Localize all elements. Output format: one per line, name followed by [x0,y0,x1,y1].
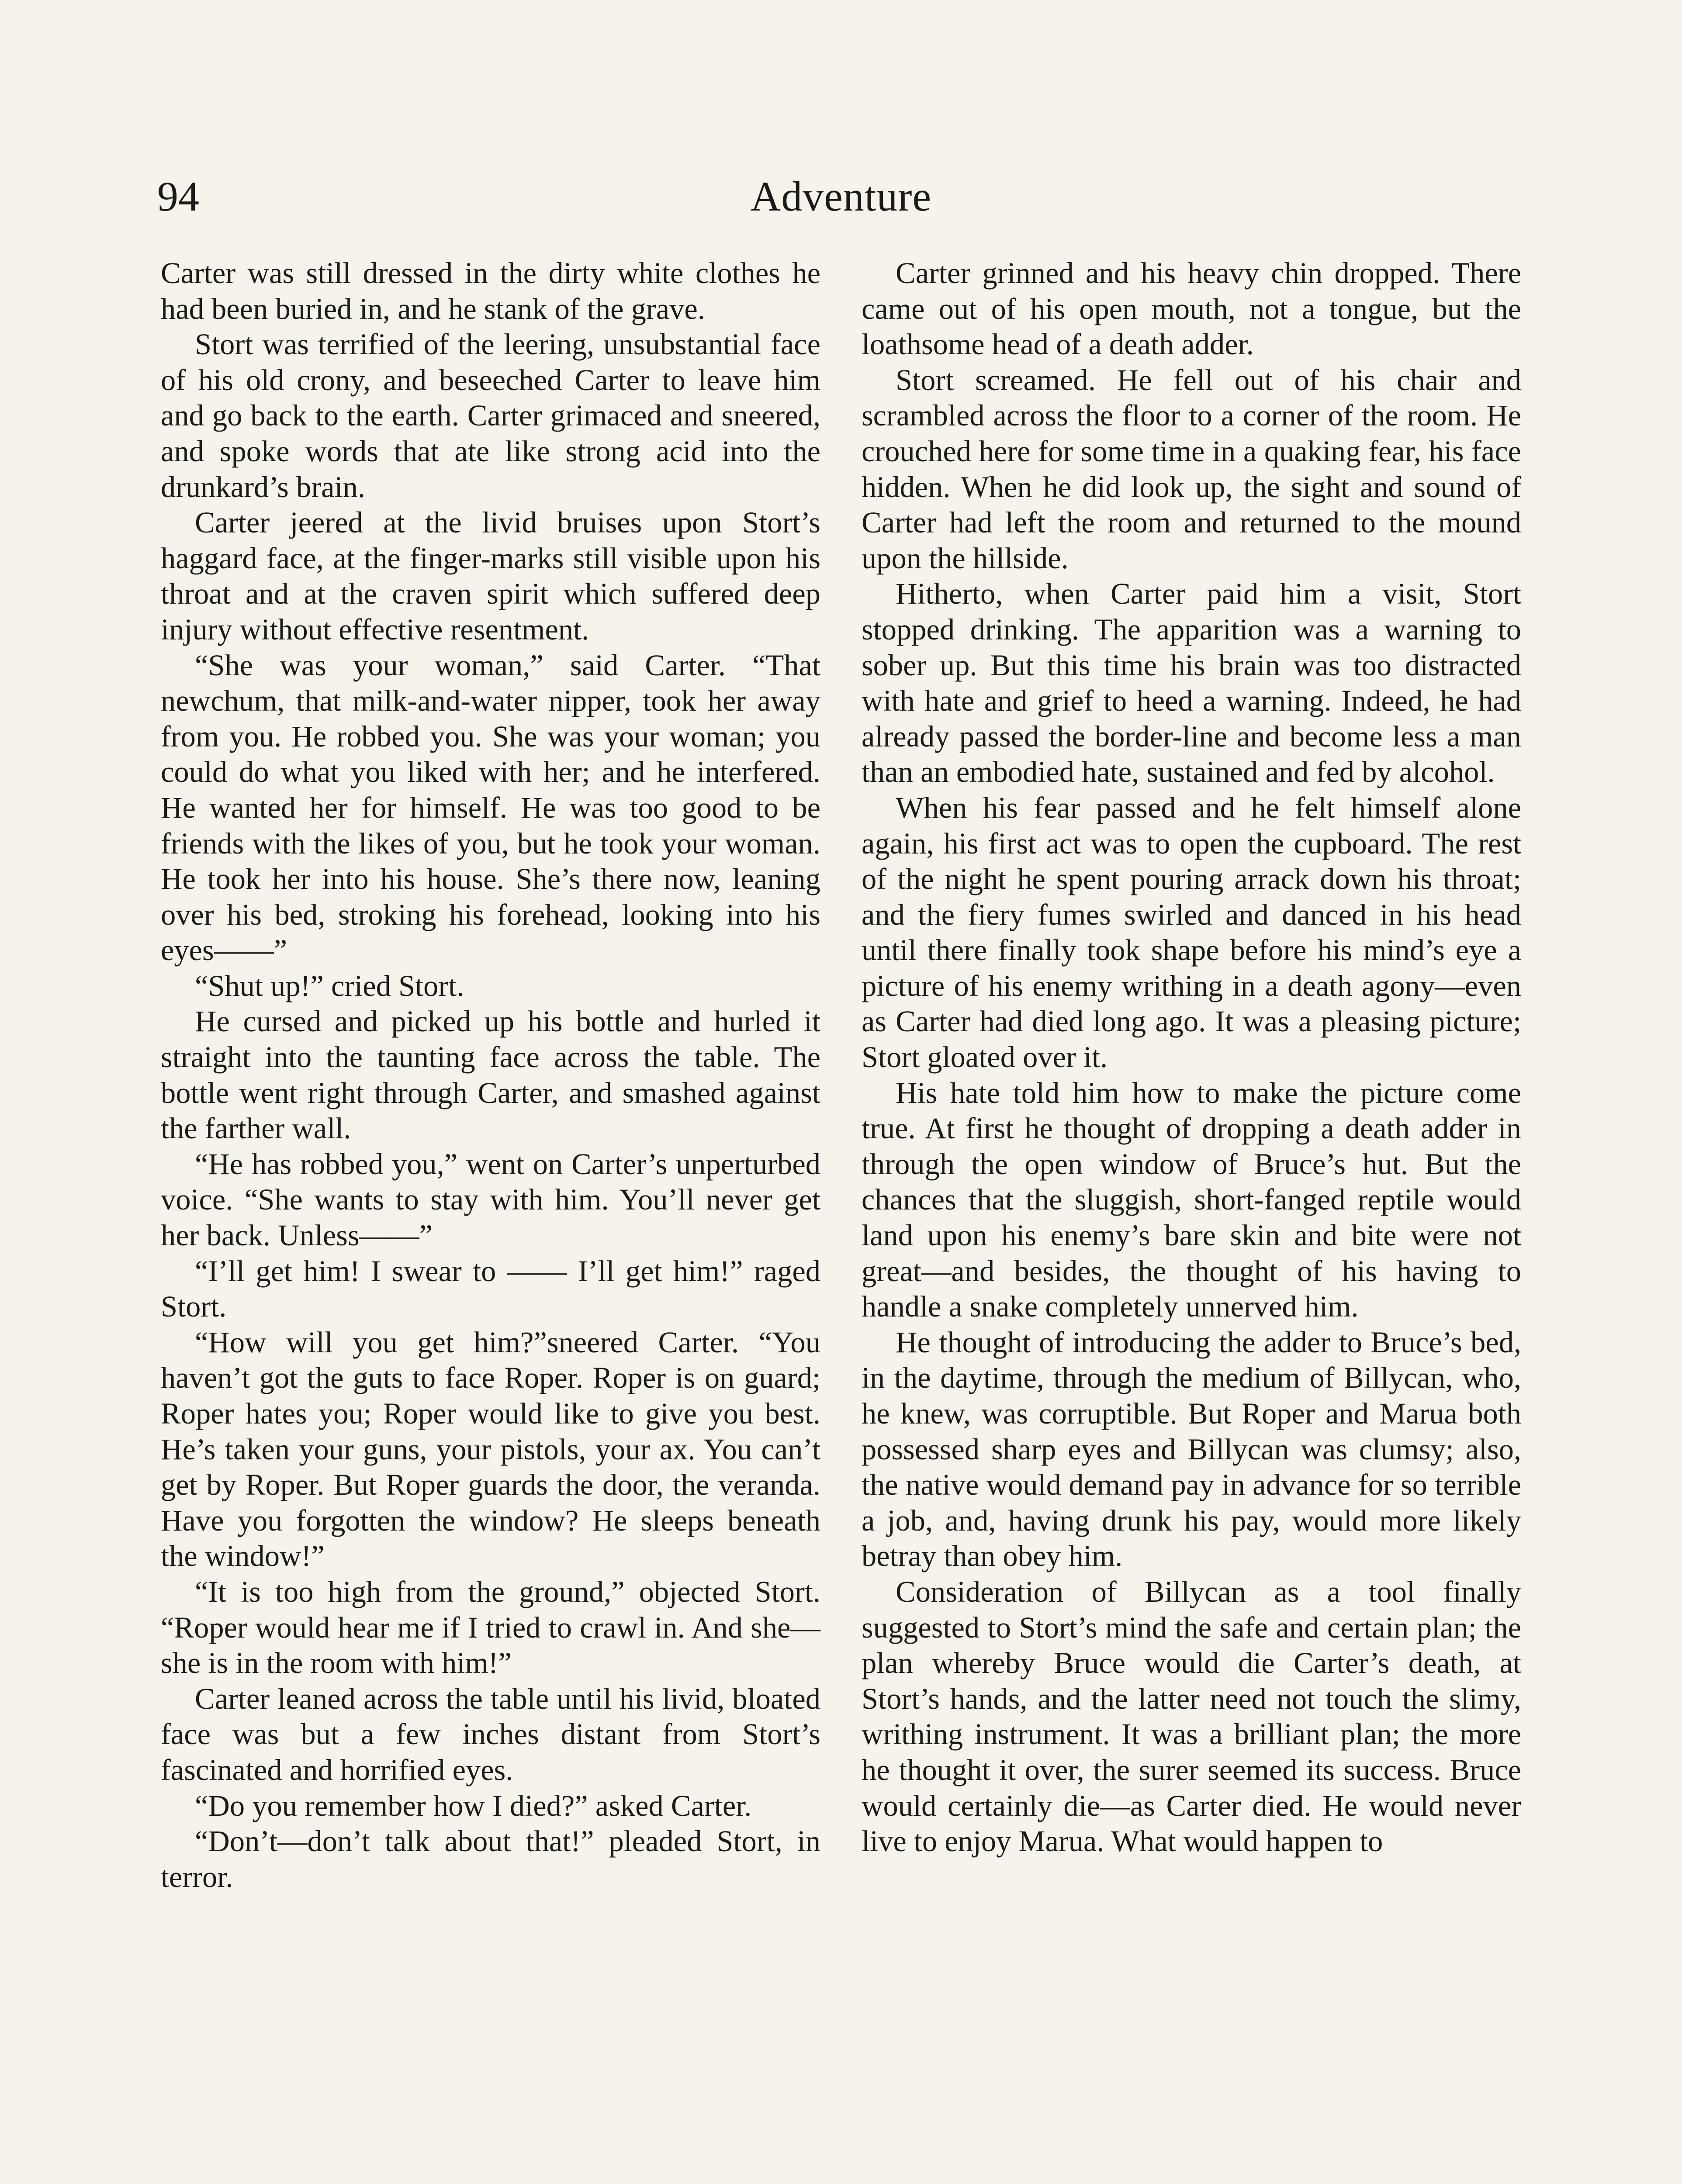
paragraph: “Do you remember how I died?” asked Carter. [195,1789,752,1822]
right-column [862,256,1521,1859]
paragraph: Consideration of Billycan as a tool finally suggested to Stort’s mind the safe and certain plan; the plan whereby Bruce would die Carter’s death, at Stort’s hands, and the latter need not touch the slimy, writhing instrument. It was a brilliant plan; the more he thought it over, the surer seemed its success. Bruce would certainly die—as Carter died. He would never live to enjoy Marua. What would happen to [862,1575,1521,1858]
paragraph: “It is too high from the ground,” objected Stort. “Roper would hear me if I tried to crawl in. And she—she is in the room with him!” [161,1575,820,1680]
paragraph: “I’ll get him! I swear to —— I’ll get him!” raged Stort. [161,1254,820,1324]
paragraph: “Don’t—don’t talk about that!” pleaded Stort, in terror. [161,1825,820,1894]
paragraph: Stort was terrified of the leering, unsubstantial face of his old crony, and beseeched Carter to leave him and go back to the earth. Carter grimaced and sneered, and spoke words that ate like strong acid into the drunkard’s brain. [161,328,820,504]
paragraph: “He has robbed you,” went on Carter’s unperturbed voice. “She wants to stay with him. You’ll never get her back. Unless——” [161,1147,820,1252]
paragraph: Carter grinned and his heavy chin dropped. There came out of his open mouth, not a tongue, but the loathsome head of a death adder. [862,256,1521,361]
paragraph: Carter jeered at the livid bruises upon Stort’s haggard face, at the finger-marks still visible upon his throat and at the craven spirit which suffered deep injury without effective resentment. [161,506,820,646]
page-header [157,166,1525,227]
paragraph: When his fear passed and he felt himself alone again, his first act was to open the cupboard. The rest of the night he spent pouring arrack down his throat; and the fiery fumes swirled and danced in his head until there finally took shape before his mind’s eye a picture of his enemy writhing in a death agony—even as Carter had died long ago. It was a pleasing picture; Stort gloated over it. [862,791,1521,1074]
page-number: 94 [157,173,199,220]
paragraph: “Shut up!” cried Stort. [195,969,464,1002]
paragraph: He cursed and picked up his bottle and hurled it straight into the taunting face across the table. The bottle went right through Carter, and smashed against the farther wall. [161,1005,820,1145]
paragraph: Hitherto, when Carter paid him a visit, Stort stopped drinking. The apparition was a warning to sober up. But this time his brain was too distracted with hate and grief to heed a warning. Indeed, he had already passed the border-line and become less a man than an embodied hate, sustained and fed by alcohol. [862,577,1521,789]
paragraph: Carter was still dressed in the dirty white clothes he had been buried in, and he stank of the grave. [161,256,820,325]
running-title: Adventure [750,173,932,220]
paragraph: “How will you get him?”sneered Carter. “You haven’t got the guts to face Roper. Roper is on guard; Roper hates you; Roper would like to give you best. He’s taken your guns, your pistols, your ax. You can’t get by Roper. But Roper guards the door, the veranda. Have you forgotten the window? He sleeps beneath the window!” [161,1325,820,1573]
paragraph: He thought of introducing the adder to Bruce’s bed, in the daytime, through the medium of Billycan, who, he knew, was corruptible. But Roper and Marua both possessed sharp eyes and Billycan was clumsy; also, the native would demand pay in advance for so terrible a job, and, having drunk his pay, would more likely betray than obey him. [862,1325,1521,1573]
left-column [161,256,820,1895]
paragraph: “She was your woman,” said Carter. “That newchum, that milk-and-water nipper, took her away from you. He robbed you. She was your woman; you could do what you liked with her; and he interfered. He wanted her for himself. He was too good to be friends with the likes of you, but he took your woman. He took her into his house. She’s there now, leaning over his bed, stroking his forehead, looking into his eyes——” [161,648,820,967]
paragraph: Stort screamed. He fell out of his chair and scrambled across the floor to a corner of the room. He crouched here for some time in a quaking fear, his face hidden. When he did look up, the sight and sound of Carter had left the room and returned to the mound upon the hillside. [862,363,1521,575]
paragraph: His hate told him how to make the picture come true. At first he thought of dropping a death adder in through the open window of Bruce’s hut. But the chances that the sluggish, short-fanged reptile would land upon his enemy’s bare skin and bite were not great—and besides, the thought of his having to handle a snake completely unnerved him. [862,1076,1521,1324]
paragraph: Carter leaned across the table until his livid, bloated face was but a few inches distant from Stort’s fascinated and horrified eyes. [161,1682,820,1787]
